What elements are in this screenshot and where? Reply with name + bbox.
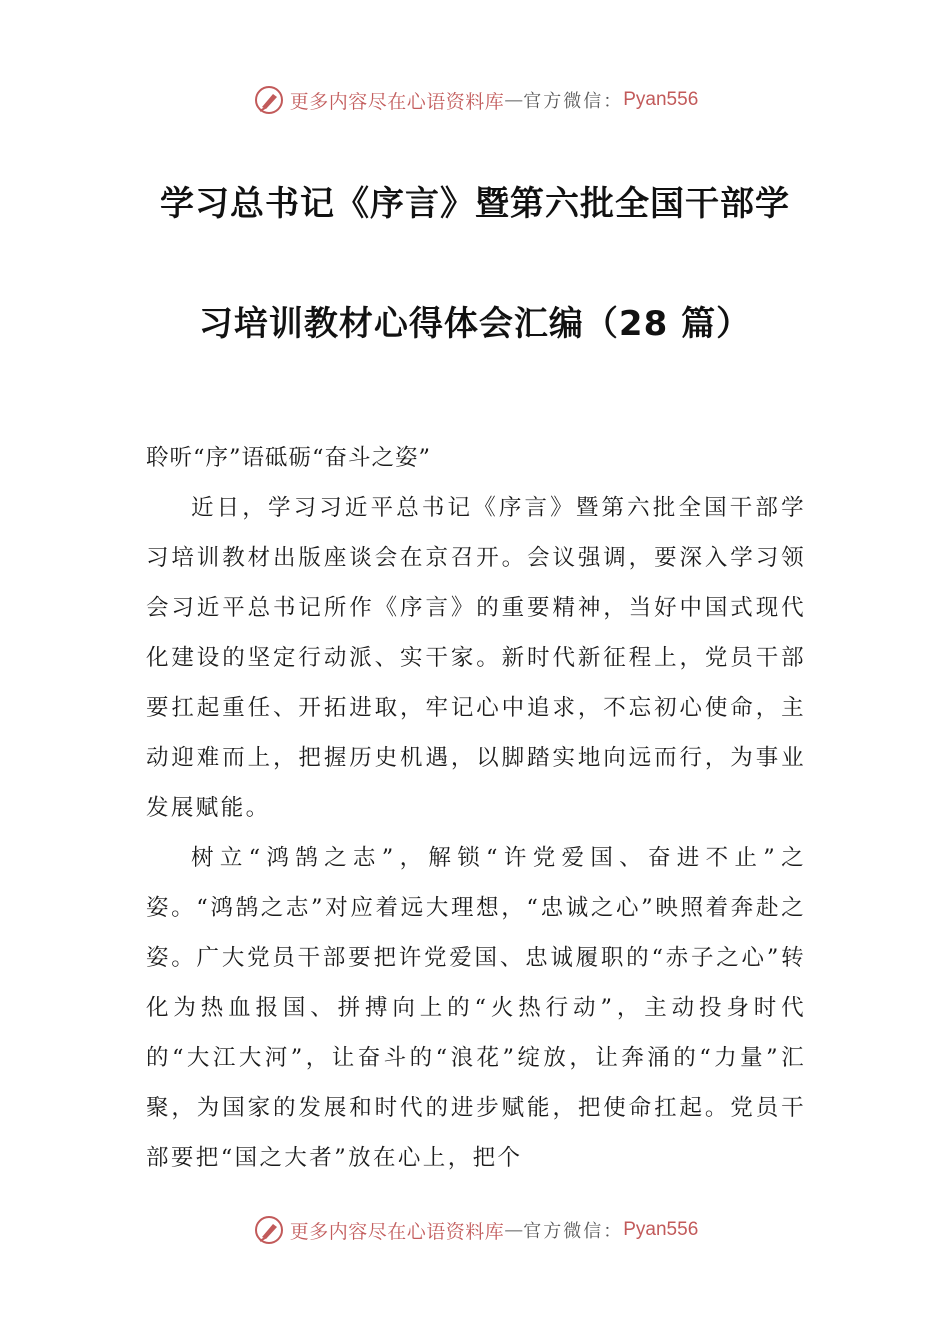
article-paragraph-2 <box>146 833 806 1183</box>
pen-nib-icon <box>252 83 286 117</box>
watermark-dash: — <box>504 1219 524 1241</box>
paragraph-text: 近日，学习习近平总书记《序言》暨第六批全国干部学习培训教材出版座谈会在京召开。会议强调，要深入学习领会习近平总书记所作《序言》的重要精神，当好中国式现代化建设的坚定行动派、实干家。新时代新征程上，党员干部要扛起重任、开拓进取，牢记心中追求，不忘初心使命，主动迎难而上，把握历史机遇，以脚踏实地向远而行，为事业发展赋能。 <box>146 495 806 821</box>
watermark-dash: — <box>504 89 524 111</box>
watermark-site-text: 更多内容尽在心语资料库 <box>289 1220 505 1243</box>
document-title-line-2: 习培训教材心得体会汇编（28 篇） <box>198 304 752 344</box>
document-title-line-1: 学习总书记《序言》暨第六批全国干部学 <box>160 184 790 224</box>
footer-watermark <box>0 1210 950 1250</box>
header-watermark <box>0 80 950 120</box>
article-paragraph-1 <box>146 483 806 833</box>
watermark-site-text: 更多内容尽在心语资料库 <box>289 90 505 113</box>
watermark-wechat-label: 官方微信： <box>523 1221 624 1242</box>
watermark-wechat-id: Pyan556 <box>623 1219 699 1240</box>
pen-nib-icon <box>252 1213 286 1247</box>
paragraph-text: 树立“鸿鹄之志”，解锁“许党爱国、奋进不止”之姿。“鸿鹄之志”对应着远大理想，“忠诚之心”映照着奔赴之姿。广大党员干部要把许党爱国、忠诚履职的“赤子之心”转化为热血报国、拼搏向上的“火热行动”，主动投身时代的“大江大河”，让奋斗的“浪花”绽放，让奔涌的“力量”汇聚，为国家的发展和时代的进步赋能，把使命扛起。党员干部要把“国之大者”放在心上，把个 <box>146 845 806 1171</box>
watermark-wechat-label: 官方微信： <box>523 91 624 112</box>
watermark-wechat-id: Pyan556 <box>623 89 699 110</box>
article-subhead: 聆听“序”语砥砺“奋斗之姿” <box>146 445 432 471</box>
